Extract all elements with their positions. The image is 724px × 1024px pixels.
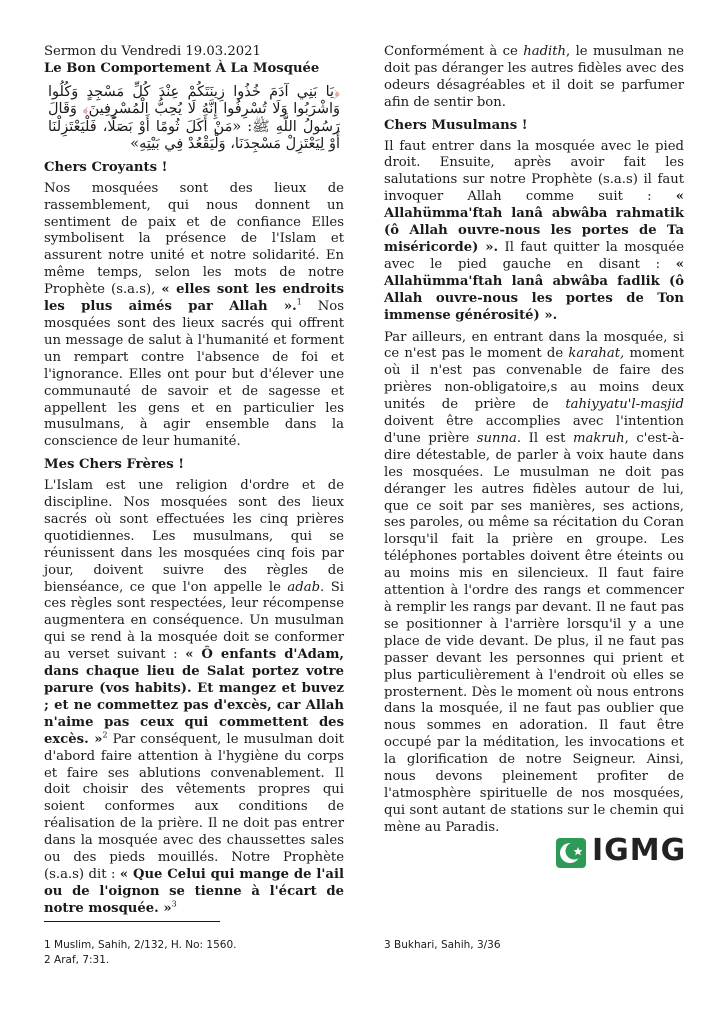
footnote-divider <box>44 921 220 922</box>
footnotes-right <box>384 938 501 953</box>
heading-chers-croyants: Chers Croyants ! <box>44 159 168 175</box>
sermon-date: Sermon du Vendredi 19.03.2021 <box>44 44 261 59</box>
heading-mes-chers-freres: Mes Chers Frères ! <box>44 457 185 473</box>
arabic-quote <box>44 84 344 154</box>
arabic-verse: يَا بَنِي آدَمَ خُذُوا زِينَتَكُمْ عِنْدَ كُلِّ مَسْجِدٍ وَكُلُوا وَاشْرَبُوا وَلَا تُسْرِفُوا إِنَّهُ لَا يُحِبُّ الْمُسْرِفِينَ <box>48 83 341 118</box>
heading-chers-musulmans: Chers Musulmans ! <box>384 117 528 133</box>
paragraph-1: Nos mosquées sont des lieux de rassemblement, qui nous donnent un sentiment de paix et de confiance Elles symbolisent la présence de l'Islam et assurent notre unité et notre solidarité. En même temps, selon les mots de notre Prophète (s.a.s), « elles sont les endroits les plus aimés par Allah ».$^1$ Nos mosquées sont des lieux sacrés qui offrent un message de salut à l'humanité et forment un rempart contre l'absence de foi et l'ignorance. Elles ont pour but d'élever une communauté de savoir et de sagesse et appellent les gens et en particulier les musulmans, à agir ensemble dans la conscience de leur humanité. <box>44 180 345 450</box>
igmg-logo <box>556 833 688 868</box>
paragraph-5: Par ailleurs, en entrant dans la mosquée, si ce n'est pas le moment de karahat, moment où il n'est pas convenable de faire des prières non-obligatoire,s au moins deux unités de prière de tahiyyatu'l-masjid doivent être accomplies avec l'intention d'une prière sunna. Il est makruh, c'est-à-dire détestable, de parler à voix haute dans les mosquées. Le musulman ne doit pas déranger les autres fidèles autour de lui, que ce soit par ses manières, ses actions, ses paroles, ou même sa récitation du Coran lorsqu'il fait la prière en groupe. Les téléphones portables doivent être éteints ou au moins mis en silencieux. Il faut faire attention à l'ordre des rangs et commencer à remplir les rangs par devant. Il ne faut pas se positionner à l'arrière lorsqu'il y a une place de vide devant. De plus, il ne faut pas passer devant les personnes qui prient et plus particulièrement à l'endroit où elles se prosternent. Dès le moment où nous entrons dans la mosquée, il ne faut pas oublier que nous sommes en adoration. Il faut être occupé par la méditation, les invocations et la glorification de notre Seigneur. Ainsi, nous devons pleinement profiter de l'atmosphère spirituelle de nos mosquées, qui sont autant de stations sur le chemin qui mène au Paradis. <box>384 329 684 835</box>
footnote-3: 3 Bukhari, Sahih, 3/36 <box>384 939 501 951</box>
logo-text: IGMG <box>592 833 687 868</box>
crescent-logo-icon <box>556 838 586 868</box>
verse-open-bracket: ﴿ <box>334 83 340 100</box>
verse-close-bracket: ﴾ <box>82 101 89 118</box>
left-column <box>44 44 344 923</box>
sermon-title: Le Bon Comportement À La Mosquée <box>44 60 320 76</box>
paragraph-3: Conformément à ce hadith, le musulman ne doit pas déranger les autres fidèles avec des odeurs désagréables et il doit se parfumer afin de sentir bon. <box>384 44 684 110</box>
right-column <box>384 44 684 842</box>
footnote-1: 1 Muslim, Sahih, 2/132, H. No: 1560. <box>44 939 237 951</box>
arabic-hadith: وَقَالَ رَسُولُ اللَّهِ ﷺ: «مَنْ أَكَلَ ثُومًا أَوْ بَصَلًا، فَلْيَعْتَزِلْنَا أَوْ لِيَعْتَزِلْ مَسْجِدَنَا، وَلْيَقْعُدْ فِي بَيْتِهِ» <box>48 101 340 153</box>
footnote-ref-3: 3 <box>171 899 177 909</box>
footnote-ref-1: 1 <box>296 297 302 307</box>
footnote-2: 2 Araf, 7:31. <box>44 954 110 966</box>
paragraph-2: L'Islam est une religion d'ordre et de discipline. Nos mosquées sont des lieux sacrés où sont effectuées les cinq prières quotidiennes. Les musulmans, qui se réunissent dans les mosquées cinq fois par jour, doivent suivre des règles de bienséance, ce que l'on appelle le adab. Si ces règles sont respectées, leur récompense augmentera en conséquence. Un musulman qui se rend à la mosquée doit se conformer au verset suivant : « Ô enfants d'Adam, dans chaque lieu de Salat portez votre parure (vos habits). Et mangez et buvez ; et ne commettez pas d'excès, car Allah n'aime pas ceux qui commettent des excès. »$^2$ Par conséquent, le musulman doit d'abord faire attention à l'hygiène du corps et faire ses ablutions convenablement. Il doit choisir des vêtements propres qui soient conformes aux conditions de réalisation de la prière. Il ne doit pas entrer dans la mosquée avec des chaussettes sales ou des pieds mouillés. Notre Prophète (s.a.s) dit : « Que Celui qui mange de l'ail ou de l'oignon se tienne à l'écart de notre mosquée. »$^3$ <box>44 478 345 916</box>
footnote-ref-2: 2 <box>102 730 108 740</box>
footnotes-left <box>44 938 236 968</box>
paragraph-4: Il faut entrer dans la mosquée avec le pied droit. Ensuite, après avoir fait les salutations sur notre Prophète (s.a.s) il faut invoquer Allah comme suit : « Allahümma'ftah lanâ abwâba rahmatik (ô Allah ouvre-nous les portes de Ta miséricorde) ». Il faut quitter la mosquée avec le pied gauche en disant : « Allahümma'ftah lanâ abwâba fadlik (ô Allah ouvre-nous les portes de Ton immense générosité) ». <box>384 138 684 323</box>
